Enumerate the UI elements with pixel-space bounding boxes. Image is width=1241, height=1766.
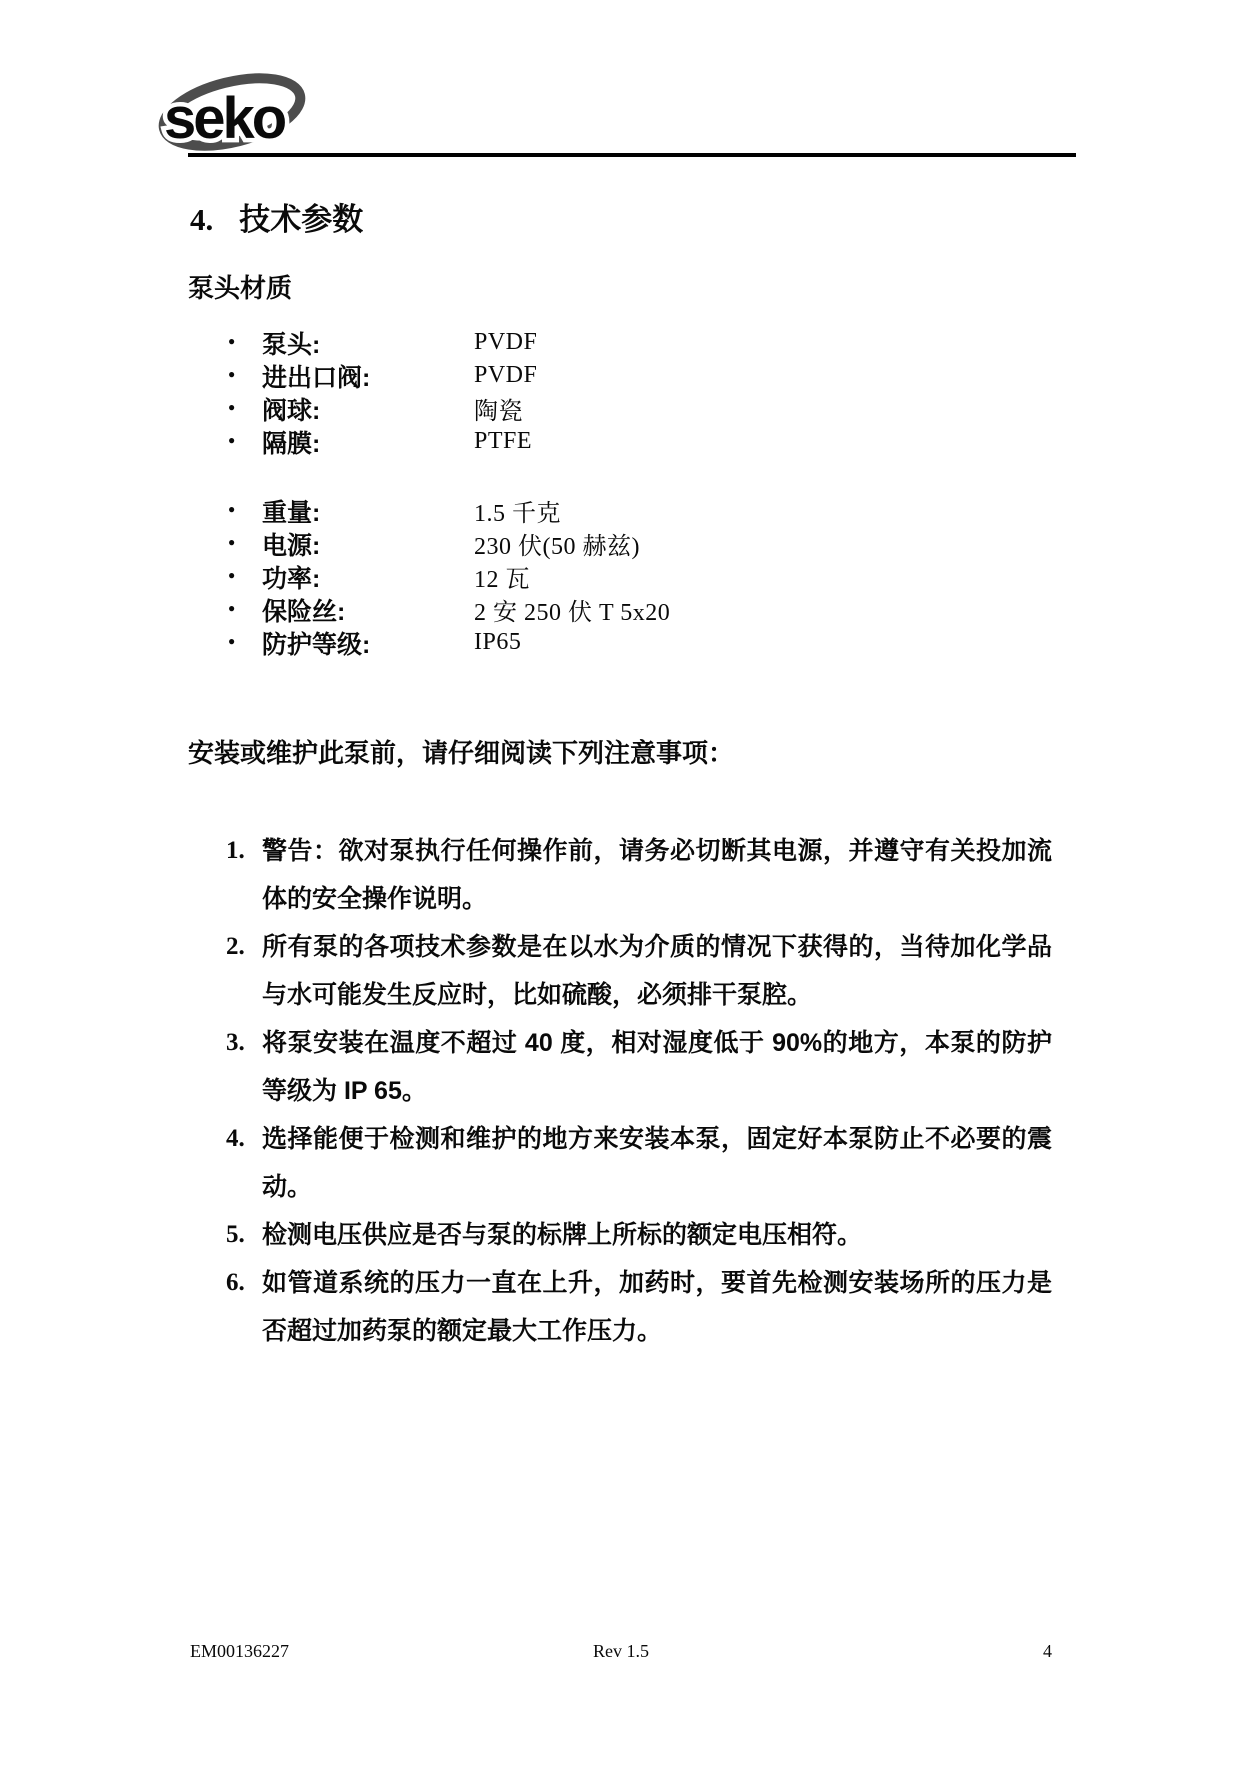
- spec-row-valves: [228, 359, 670, 392]
- spec-value: 230 伏(50 赫兹): [474, 534, 640, 560]
- notice-item-2: [226, 923, 1086, 1019]
- notice-number: 4.: [226, 1125, 245, 1152]
- notice-text: 将泵安装在温度不超过 40 度，相对湿度低于 90%的地方，本泵的防护等级为 IP 65。: [262, 1029, 1052, 1105]
- spec-list: [228, 326, 670, 659]
- bullet-icon: [228, 535, 262, 553]
- notice-text: 警告：欲对泵执行任何操作前，请务必切断其电源，并遵守有关投加流体的安全操作说明。: [262, 837, 1052, 913]
- spec-value: IP65: [474, 629, 522, 655]
- notice-number: 5.: [226, 1221, 245, 1248]
- spec-label: 阀球:: [262, 396, 321, 425]
- page-footer: [190, 1641, 1078, 1662]
- notice-number: 2.: [226, 933, 245, 960]
- bullet-icon: [228, 400, 262, 418]
- spec-value: PVDF: [474, 362, 538, 388]
- notice-intro: 安装或维护此泵前，请仔细阅读下列注意事项：: [188, 738, 735, 768]
- notice-item-5: [226, 1211, 1086, 1259]
- notice-item-1: [226, 827, 1086, 923]
- footer-revision: Rev 1.5: [592, 1641, 649, 1661]
- spec-label: 防护等级:: [262, 630, 371, 659]
- spec-group-gap: [228, 458, 670, 494]
- spec-row-wattage: [228, 560, 670, 593]
- footer-doc-id: EM00136227: [190, 1641, 289, 1661]
- spec-row-protection-rating: [228, 626, 670, 659]
- notice-number: 1.: [226, 837, 245, 864]
- notice-text: 检测电压供应是否与泵的标牌上所标的额定电压相符。: [262, 1221, 863, 1249]
- spec-row-power-supply: [228, 527, 670, 560]
- notice-text: 选择能便于检测和维护的地方来安装本泵，固定好本泵防止不必要的震动。: [262, 1125, 1052, 1201]
- spec-value: PVDF: [474, 329, 538, 355]
- notice-text: 所有泵的各项技术参数是在以水为介质的情况下获得的，当待加化学品与水可能发生反应时，比如硫酸，必须排干泵腔。: [262, 933, 1052, 1009]
- spec-value: 1.5 千克: [474, 501, 561, 527]
- section-heading: [190, 194, 363, 239]
- spec-value: 陶瓷: [474, 399, 523, 425]
- bullet-icon: [228, 334, 262, 352]
- spec-value: 2 安 250 伏 T 5x20: [474, 600, 671, 626]
- section-title: 技术参数: [239, 202, 364, 237]
- spec-label: 电源:: [262, 531, 321, 560]
- spec-label: 进出口阀:: [262, 363, 371, 392]
- notice-list: [226, 827, 1086, 1355]
- notice-text: 如管道系统的压力一直在上升，加药时，要首先检测安装场所的压力是否超过加药泵的额定最大工作压力。: [262, 1269, 1052, 1345]
- spec-value: 12 瓦: [474, 567, 530, 593]
- section-number: 4.: [190, 202, 214, 237]
- spec-value: PTFE: [474, 428, 533, 454]
- bullet-icon: [228, 502, 262, 520]
- bullet-icon: [228, 433, 262, 451]
- notice-item-3: [226, 1019, 1086, 1115]
- notice-item-6: [226, 1259, 1086, 1355]
- bullet-icon: [228, 568, 262, 586]
- notice-number: 3.: [226, 1029, 245, 1056]
- header-rule: [188, 153, 1076, 157]
- spec-label: 泵头:: [262, 330, 321, 359]
- spec-row-diaphragm: [228, 425, 670, 458]
- spec-row-fuse: [228, 593, 670, 626]
- notice-number: 6.: [226, 1269, 245, 1296]
- notice-item-4: [226, 1115, 1086, 1211]
- spec-label: 保险丝:: [262, 597, 346, 626]
- footer-page-number: 4: [1042, 1641, 1052, 1661]
- bullet-icon: [228, 601, 262, 619]
- spec-row-pump-head: [228, 326, 670, 359]
- spec-label: 重量:: [262, 498, 321, 527]
- materials-heading: 泵头材质: [188, 273, 293, 303]
- spec-label: 隔膜:: [262, 429, 321, 458]
- spec-row-valve-ball: [228, 392, 670, 425]
- spec-label: 功率:: [262, 564, 321, 593]
- bullet-icon: [228, 634, 262, 652]
- seko-logo-text: seko: [164, 86, 285, 151]
- bullet-icon: [228, 367, 262, 385]
- spec-row-weight: [228, 494, 670, 527]
